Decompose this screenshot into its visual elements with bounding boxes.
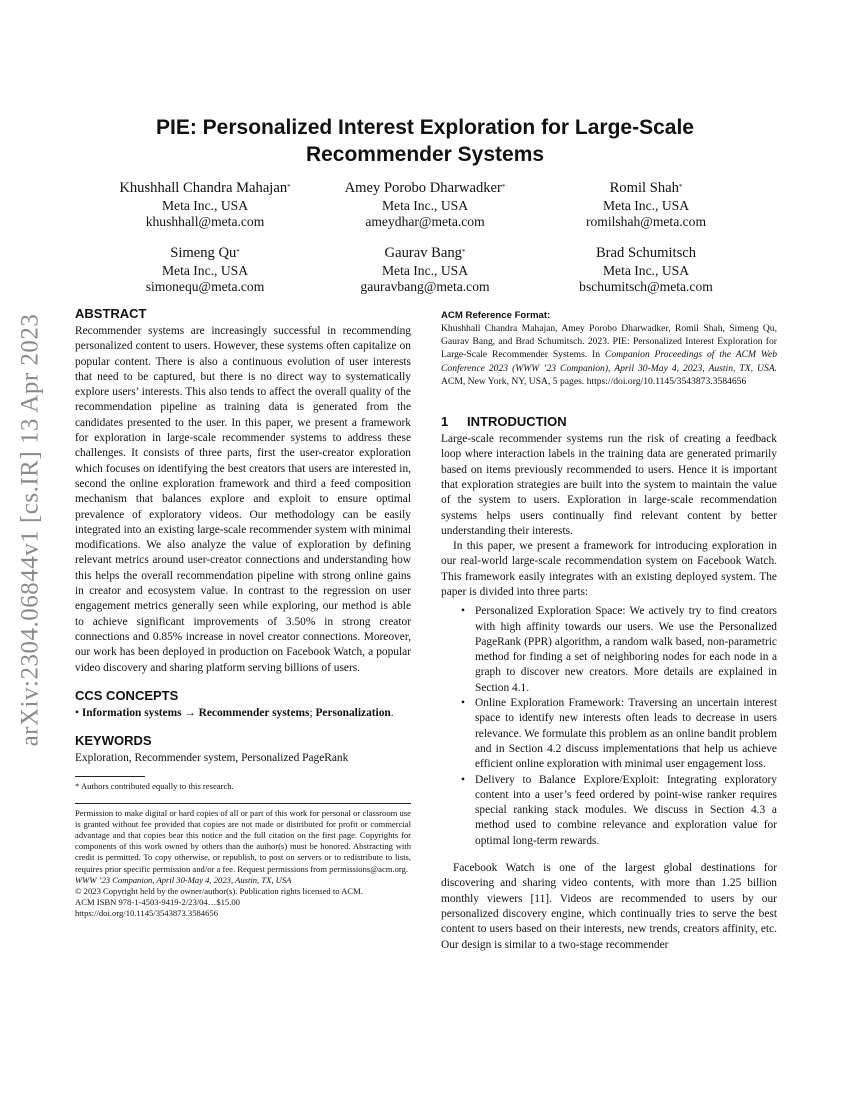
- keywords-heading: KEYWORDS: [75, 733, 152, 749]
- list-item: • Online Exploration Framework: Traversing an uncertain interest space to identify new interests often leads to decrease in users relevance. We formulate this problem as an online bandit problem and in Section 4.2 discuss implementations that help us achieve efficient online exploration with minimal user engagement loss.: [475, 696, 777, 772]
- title-line-2: Recommender Systems: [305, 143, 545, 166]
- abstract-heading: ABSTRACT: [75, 306, 147, 321]
- title-line-1: PIE: Personalized Interest Exploration for Large-Scale: [156, 116, 694, 139]
- author-name: Simeng Qu: [170, 245, 237, 261]
- intro-paragraph-2: In this paper, we present a framework for introducing exploration in our real-world large-scale recommendation system on Facebook Watch. This framework easily integrates with an existing deployed system. The paper is divided into three parts:: [441, 540, 777, 598]
- acm-ref-heading: ACM Reference Format:: [441, 310, 551, 321]
- intro-paragraph-1: Large-scale recommender systems run the risk of creating a feedback loop where interaction labels in the training data are generated primarily based on items previously recommended to users. Hence it is important that exploration strategies are built into the system to maintain the value of the system to users. Exploration in large-scale recommendation systems helps users continually find relevant content by better understanding their interests.: [441, 433, 777, 537]
- author-block: Gaurav Bang* Meta Inc., USA gauravbang@meta.com: [300, 245, 550, 296]
- author-block: [521, 245, 771, 296]
- author-affiliation: Meta Inc., USA: [602, 262, 690, 278]
- author-email: simonequ@meta.com: [145, 279, 265, 294]
- author-name: Romil Shah: [609, 180, 679, 196]
- ccs-heading: CCS CONCEPTS: [75, 687, 179, 703]
- contribution-list: [441, 604, 777, 849]
- arxiv-stamp: [6, 300, 54, 760]
- author-email: ameydhar@meta.com: [365, 214, 485, 229]
- footnote: * Authors contributed equally to this research.: [75, 781, 234, 792]
- isbn-line: ACM ISBN 978-1-4503-9419-2/23/04…$15.00: [75, 897, 240, 908]
- author-block: Khushhall Chandra Mahajan* Meta Inc., USA khushhall@meta.com: [80, 180, 330, 231]
- paper-title: [80, 114, 770, 168]
- author-email: romilshah@meta.com: [585, 214, 707, 229]
- intro-paragraph-3: Facebook Watch is one of the largest global destinations for discovering and sharing video contents, with more than 1.25 billion monthly viewers [11]. Videos are recommended to users by our personalized discovery engine, which continually tries to serve the best content to users based on their interests, new trends, creators affinity, etc. Our design is similar to a two-stage recommender: [441, 862, 777, 951]
- permission-rule: [75, 803, 411, 804]
- permission-text: Permission to make digital or hard copies of all or part of this work for personal or classroom use is granted without fee provided that copies are not made or distributed for profit or commercial advantage and that copies bear this notice and the full citation on the first page. Copyrights for components of this work owned by others than the author(s) must be honored. Abstracting with credit is permitted. To copy otherwise, or republish, to post on servers or to redistribute to lists, requires prior specific permission and/or a fee. Request permissions from permissions@acm.org.: [75, 807, 411, 874]
- author-affiliation: Meta Inc., USA: [161, 197, 249, 213]
- copyright-line: © 2023 Copyright held by the owner/author(s). Publication rights licensed to ACM.: [75, 886, 363, 897]
- author-affiliation: Meta Inc., USA: [161, 262, 249, 278]
- keywords-text: Exploration, Recommender system, Personalized PageRank: [75, 752, 349, 765]
- author-block: Romil Shah* Meta Inc., USA romilshah@meta.com: [521, 180, 771, 231]
- author-block: Amey Porobo Dharwadker* Meta Inc., USA ameydhar@meta.com: [300, 180, 550, 231]
- author-affiliation: Meta Inc., USA: [381, 197, 469, 213]
- author-name: Brad Schumitsch: [595, 245, 697, 261]
- author-block: Simeng Qu* Meta Inc., USA simonequ@meta.com: [80, 245, 330, 296]
- author-email: khushhall@meta.com: [145, 214, 265, 229]
- author-email: gauravbang@meta.com: [360, 279, 490, 294]
- author-name: Amey Porobo Dharwadker: [344, 180, 502, 196]
- author-email: bschumitsch@meta.com: [579, 279, 713, 294]
- ccs-text: • Information systems → Recommender systems; Personalization.: [75, 706, 394, 719]
- author-name: Gaurav Bang: [384, 245, 462, 261]
- list-item: • Personalized Exploration Space: We actively try to find creators with high affinity towards our users. We use the Personalized PageRank (PPR) algorithm, a random walk based, non-parametric method for finding a set of neighboring nodes for each node in a graph to discover new creators. More details are explained in Section 4.1.: [475, 604, 777, 696]
- intro-heading: 1 INTRODUCTION: [441, 414, 567, 430]
- arxiv-id: arXiv:2304.06844v1 [cs.IR] 13 Apr 2023: [16, 313, 43, 747]
- list-item: • Delivery to Balance Explore/Exploit: Integrating exploratory content into a user’s feed ordered by point-wise ranker requires special ranking stack modules. We discuss in Section 4.3 a method used to combine relevance and exploration value for optimal long-term rewards.: [475, 773, 777, 849]
- author-name: Khushhall Chandra Mahajan: [119, 180, 288, 196]
- venue-line: WWW ’23 Companion, April 30-May 4, 2023, Austin, TX, USA: [75, 874, 292, 885]
- footnote-rule: [75, 776, 145, 777]
- author-affiliation: Meta Inc., USA: [602, 197, 690, 213]
- abstract-text: Recommender systems are increasingly successful in recommending personalized content to users. However, these systems often capitalize on popular content. There is also a continuous evolution of user interests that need to be captured, but there is no direct way to systematically explore users’ interests. This also tends to affect the overall quality of the recommendation pipeline as training data is generated from the candidates presented to the user. In this paper, we present a framework for exploration in large-scale recommender systems to address these challenges. It consists of three parts, first the user-creator exploration which focuses on identifying the best creators that users are interested in, second the online exploration framework and third a feed composition mechanism that balances explore and exploit to ensure optimal prevalence of exploratory videos. Our methodology can be easily integrated into an existing large-scale recommender system with minimal modifications. We also analyze the value of exploration by defining relevant metrics around user-creator connections and understanding how this helps the overall recommendation pipeline with strong online gains in creator and ecosystem value. In contrast to the regression on user engagement metrics generally seen while exploring, our method is able to achieve significant improvements of 3.50% in strong creator connections and 0.85% increase in novel creator connections. Moreover, our work has been deployed in production on Facebook Watch, a popular video discovery and sharing platform serving billions of users.: [75, 325, 411, 674]
- doi-line: https://doi.org/10.1145/3543873.3584656: [75, 908, 218, 919]
- author-affiliation: Meta Inc., USA: [381, 262, 469, 278]
- left-column: [75, 306, 411, 920]
- acm-ref-text: Khushhall Chandra Mahajan, Amey Porobo Dharwadker, Romil Shah, Simeng Qu, Gaurav Bang, and Brad Schumitsch. 2023. PIE: Personalized Interest Exploration for Large-Scale Recommender Systems. In Companion Proceedings of the ACM Web Conference 2023 (WWW ’23 Companion), April 30-May 4, 2023, Austin, TX, USA. ACM, New York, NY, USA, 5 pages. https://doi.org/10.1145/3543873.3584656: [441, 323, 778, 387]
- right-column: [441, 309, 777, 953]
